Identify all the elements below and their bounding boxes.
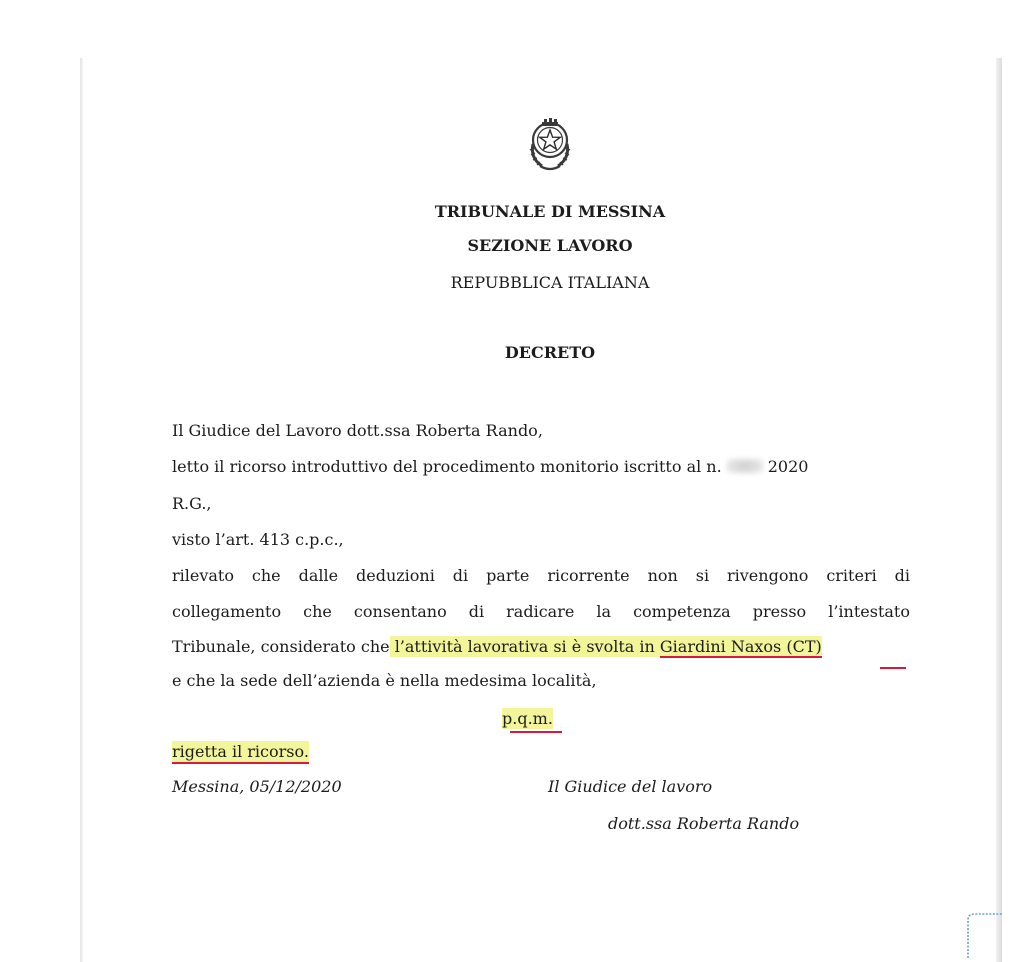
body-line-tribunale [172,637,822,656]
republic-label: REPUBBLICA ITALIANA [450,273,650,292]
court-name: TRIBUNALE DI MESSINA [434,202,666,221]
pqm-label [502,709,553,728]
highlight-location: Giardini Naxos (CT) [659,637,822,656]
body-line-ricorso-year: 2020 [767,457,809,476]
page-edge-right [996,58,1002,962]
highlight-activity-text: l’attività lavorativa si è svolta in [394,637,655,656]
body-line-collegamento: collegamento che consentano di radicare la competenza presso l’intestato [172,602,910,621]
redacted-number [726,458,764,474]
document-page [83,58,996,962]
pqm-highlight: p.q.m. [502,709,553,728]
signature-role: Il Giudice del lavoro [548,777,713,796]
place-date: Messina, 05/12/2020 [172,777,342,796]
body-line-sede: e che la sede dell’azienda è nella medesima località, [172,671,597,690]
ruling-highlight: rigetta il ricorso. [172,741,309,764]
italian-republic-emblem-icon [524,114,576,174]
body-line-ricorso [172,457,808,476]
body-line-ricorso-text: letto il ricorso introduttivo del procedimento monitorio iscritto al n. [172,457,722,476]
body-line-tribunale-text: Tribunale, considerato che [172,637,390,656]
body-line-article: visto l’art. 413 c.p.c., [172,530,344,549]
scan-corner-icon [964,912,1004,960]
pqm-underline [510,731,562,733]
ruling-line [172,742,309,761]
body-line-rg: R.G., [172,494,212,513]
section-name: SEZIONE LAVORO [467,236,633,255]
signature-name: dott.ssa Roberta Rando [608,814,800,833]
body-line-judge: Il Giudice del Lavoro dott.ssa Roberta Rando, [172,421,543,440]
highlight-activity [390,636,822,657]
document-type-title: DECRETO [504,343,596,362]
red-underline-mark [880,667,906,669]
body-line-rilevato: rilevato che dalle deduzioni di parte ricorrente non si rivengono criteri di [172,566,910,585]
